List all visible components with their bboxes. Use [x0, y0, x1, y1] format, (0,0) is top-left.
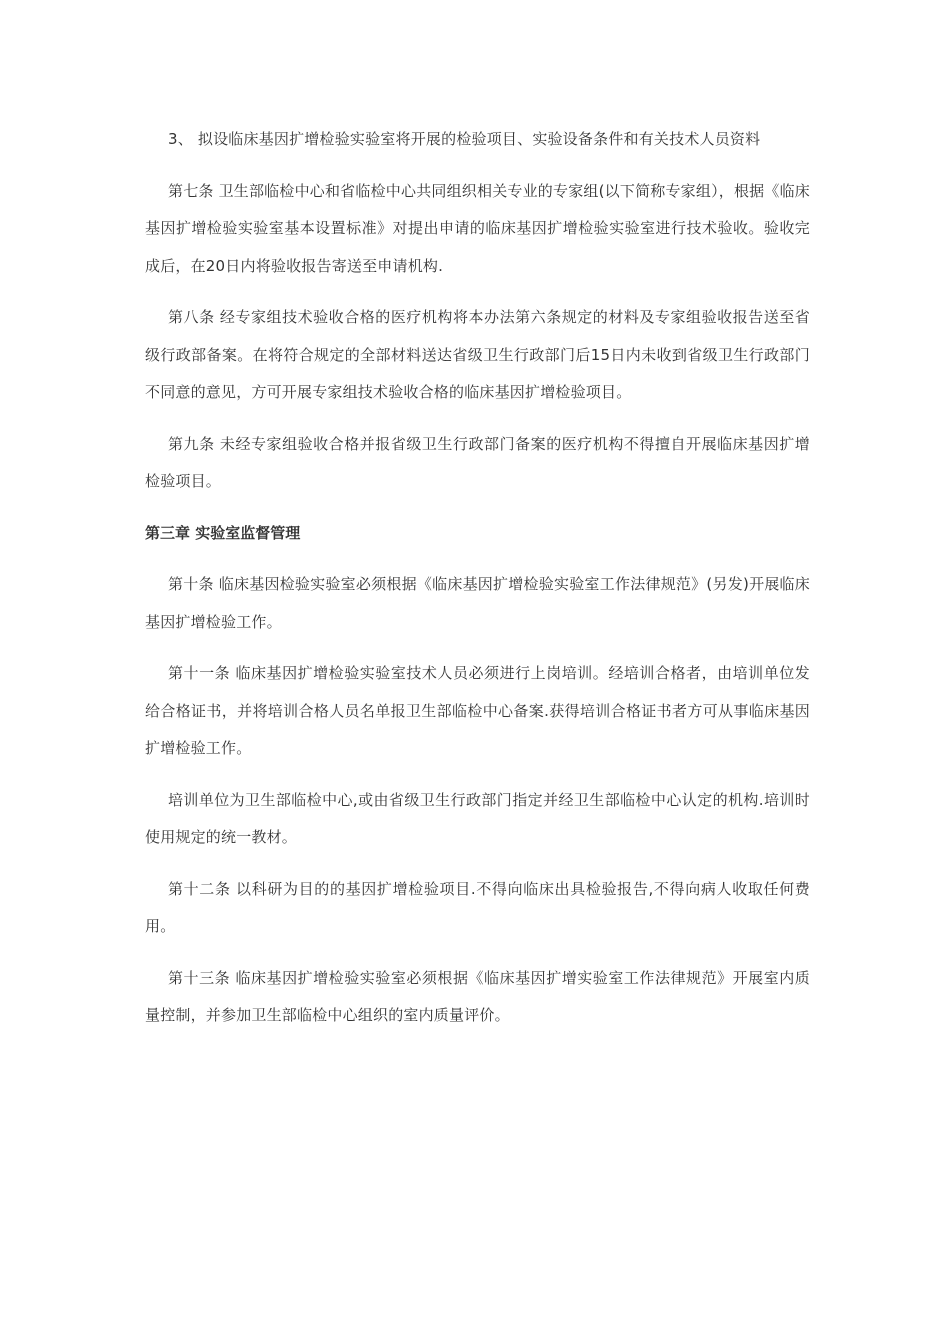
paragraph-training-unit: 培训单位为卫生部临检中心,或由省级卫生行政部门指定并经卫生部临检中心认定的机构.培训时使用规定的统一教材。 [145, 790, 810, 846]
paragraph-article-8: 第八条 经专家组技术验收合格的医疗机构将本办法第六条规定的材料及专家组验收报告送至省级行政部备案。在将符合规定的全部材料送达省级卫生行政部门后15日内未收到省级卫生行政部门不同意的意见，方可开展专家组技术验收合格的临床基因扩增检验项目。 [145, 308, 810, 401]
paragraph-article-10: 第十条 临床基因检验实验室必须根据《临床基因扩增检验实验室工作法律规范》(另发)开展临床基因扩增检验工作。 [145, 575, 810, 631]
chapter-heading: 第三章 实验室监督管理 [145, 523, 301, 542]
paragraph-article-13: 第十三条 临床基因扩增检验实验室必须根据《临床基因扩增实验室工作法律规范》开展室内质量控制，并参加卫生部临检中心组织的室内质量评价。 [145, 968, 810, 1024]
document-body [145, 121, 810, 1035]
paragraph-article-7: 第七条 卫生部临检中心和省临检中心共同组织相关专业的专家组(以下简称专家组），根据《临床基因扩增检验实验室基本设置标准》对提出申请的临床基因扩增检验实验室进行技术验收。验收完成后，在20日内将验收报告寄送至申请机构. [145, 181, 810, 275]
paragraph-item-3-materials: 3、 拟设临床基因扩增检验实验室将开展的检验项目、实验设备条件和有关技术人员资料 [168, 130, 761, 148]
paragraph-article-11: 第十一条 临床基因扩增检验实验室技术人员必须进行上岗培训。经培训合格者，由培训单位发给合格证书，并将培训合格人员名单报卫生部临检中心备案.获得培训合格证书者方可从事临床基因扩增检验工作。 [145, 664, 810, 757]
paragraph-article-12: 第十二条 以科研为目的的基因扩增检验项目.不得向临床出具检验报告,不得向病人收取任何费用。 [145, 879, 810, 935]
paragraph-article-9: 第九条 未经专家组验收合格并报省级卫生行政部门备案的医疗机构不得擅自开展临床基因扩增检验项目。 [145, 434, 810, 490]
